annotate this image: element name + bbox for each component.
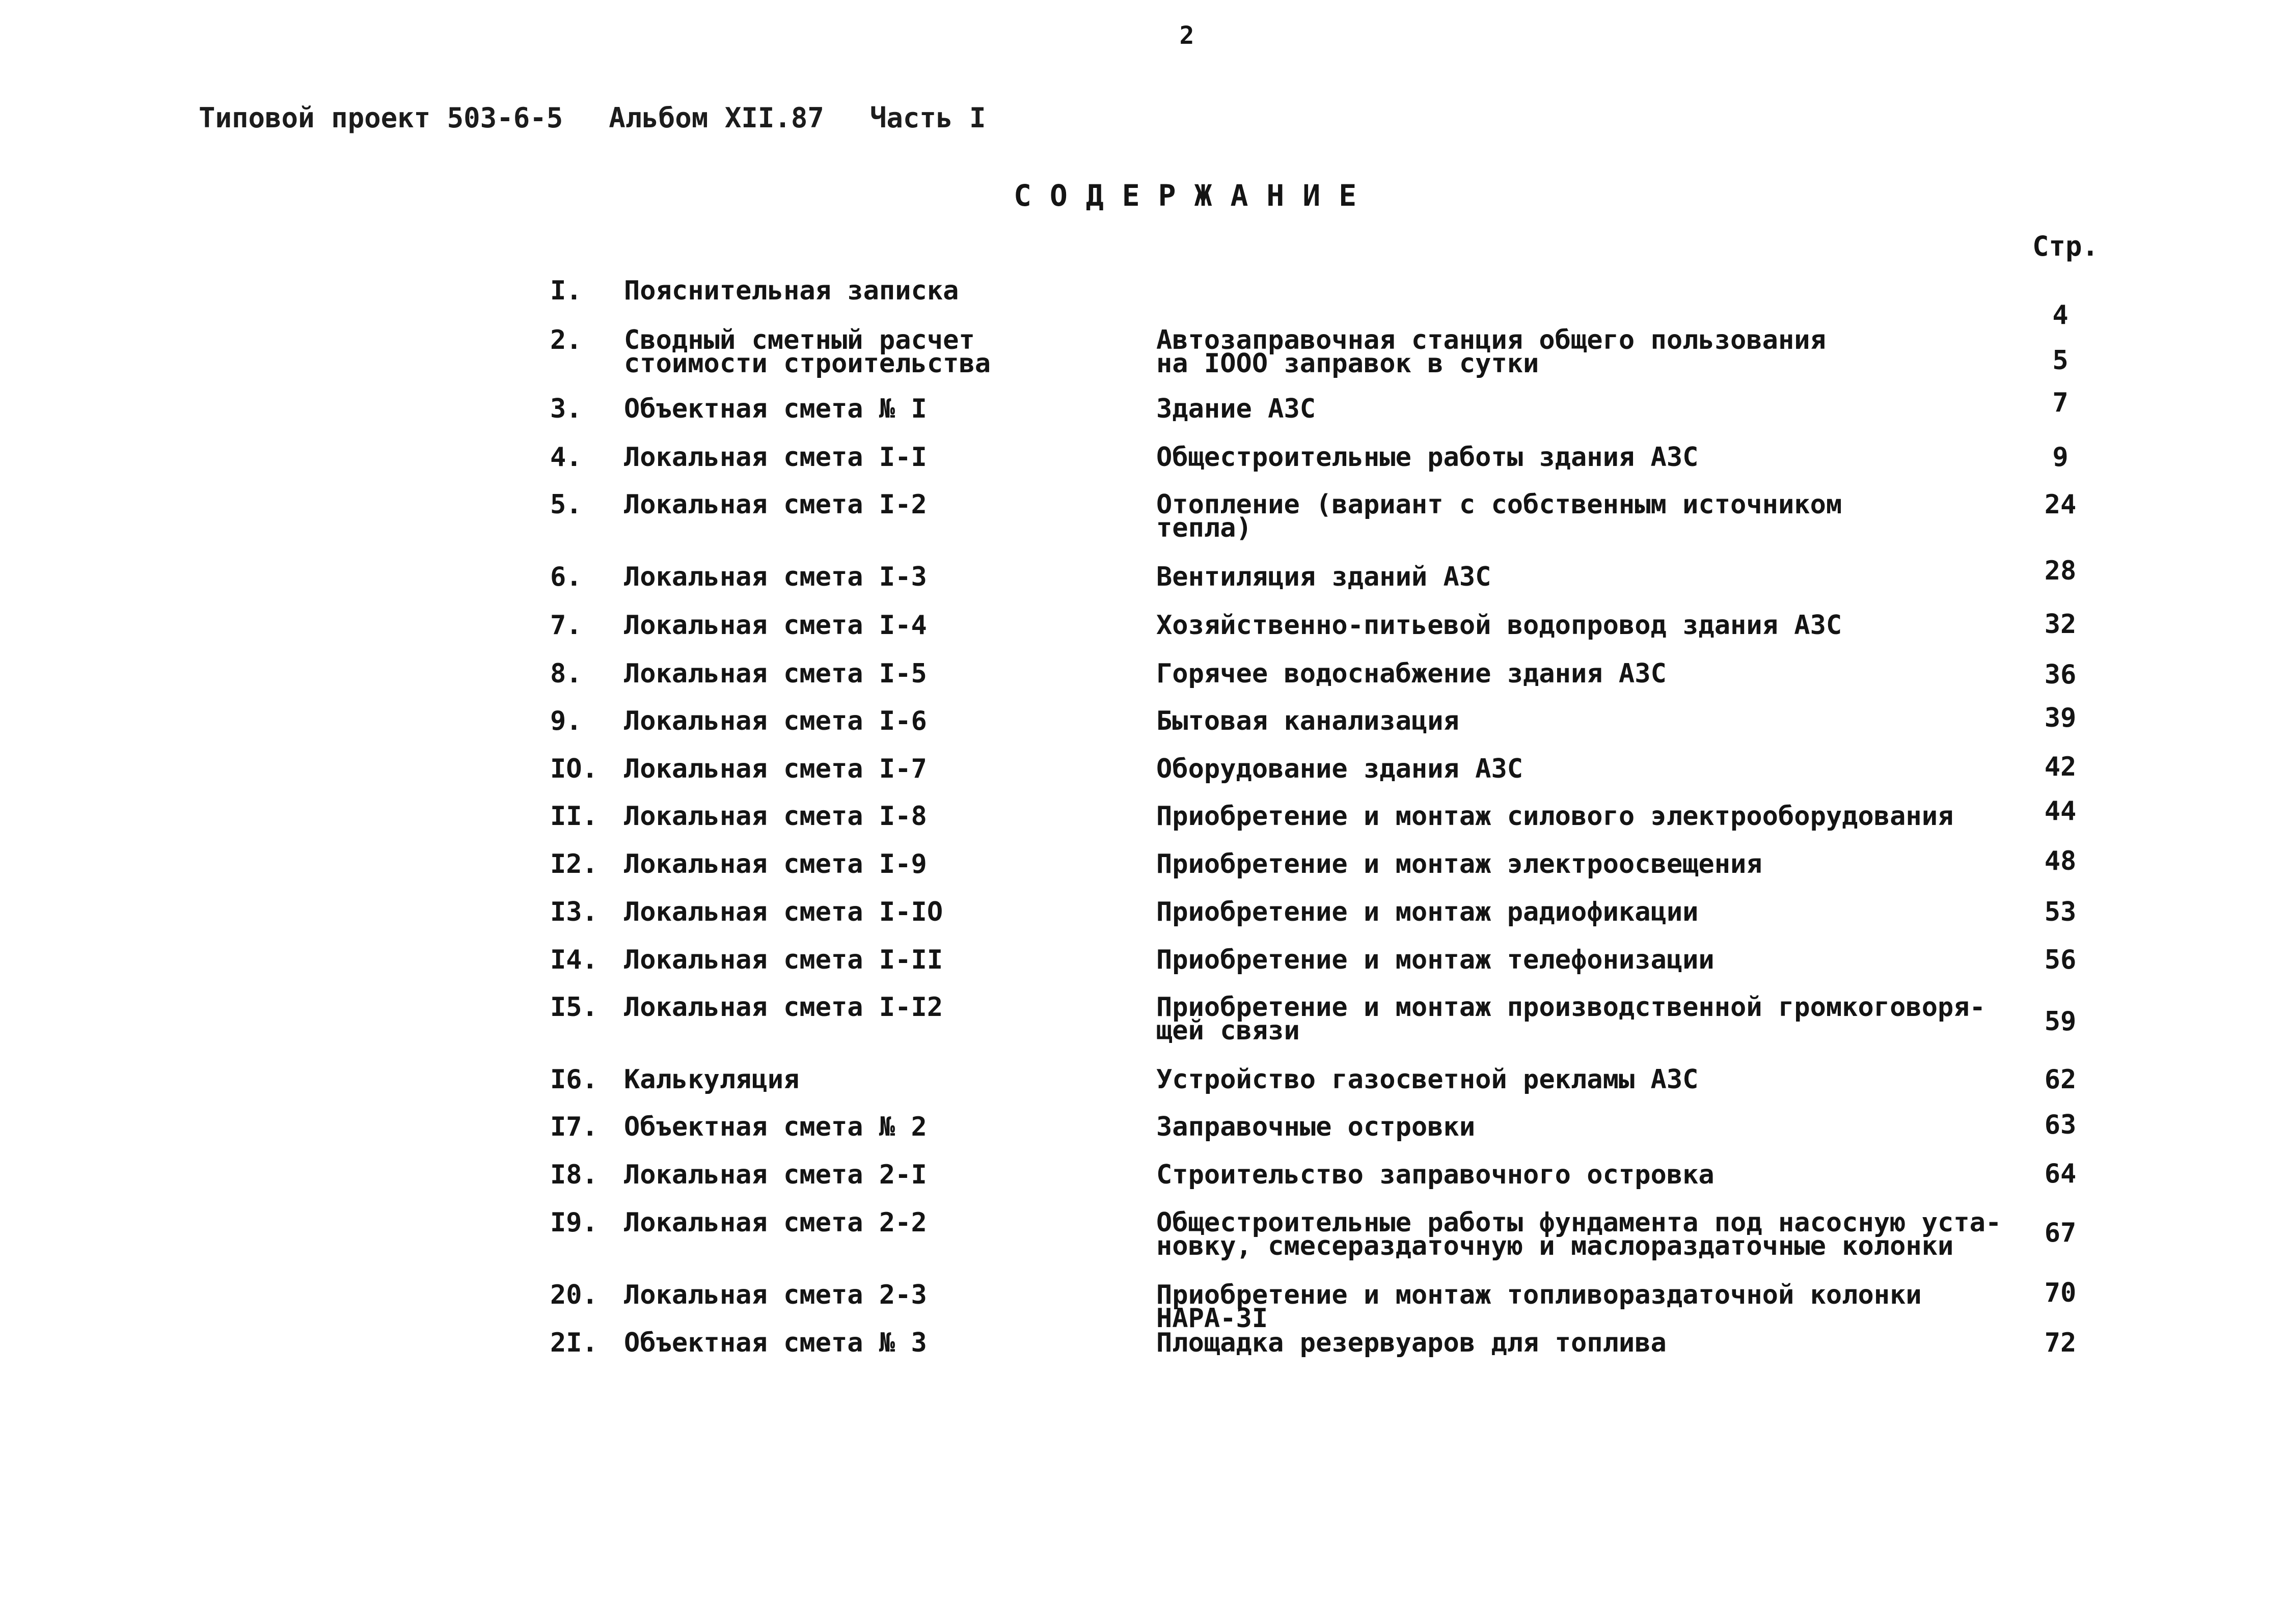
entry-description: Приобретение и монтаж силового электрооборудования	[1156, 801, 1954, 832]
entry-page: 53	[2044, 897, 2077, 927]
entry-name: Локальная смета I-9	[624, 849, 927, 879]
entry-name: Локальная смета I-4	[624, 610, 927, 641]
entry-name: Объектная смета № 2	[624, 1112, 927, 1142]
entry-description: Приобретение и монтаж производственной громкоговоря- щей связи	[1156, 992, 1985, 1046]
entry-page: 59	[2044, 1006, 2077, 1037]
entry-name: Калькуляция	[624, 1064, 800, 1095]
entry-description: Приобретение и монтаж телефонизации	[1156, 945, 1715, 975]
entry-page: 64	[2044, 1159, 2077, 1189]
entry-name: Локальная смета I-2	[624, 489, 927, 520]
entry-page: 48	[2044, 846, 2077, 876]
entry-number: I4.	[550, 945, 598, 975]
entry-page: 70	[2044, 1278, 2077, 1308]
entry-description: Строительство заправочного островка	[1156, 1160, 1715, 1190]
entry-number: 6.	[550, 562, 582, 592]
entry-page: 67	[2044, 1218, 2077, 1248]
entry-description: Устройство газосветной рекламы АЗС	[1156, 1064, 1699, 1095]
entry-name: Локальная смета I-8	[624, 801, 927, 832]
entry-description: Приобретение и монтаж радиофикации	[1156, 897, 1699, 927]
entry-name: Локальная смета I-IO	[624, 897, 943, 927]
entry-number: 3.	[550, 394, 582, 424]
entry-description: Приобретение и монтаж электроосвещения	[1156, 849, 1762, 879]
entry-page: 28	[2044, 556, 2077, 586]
entry-number: I7.	[550, 1112, 598, 1142]
entry-page: 63	[2044, 1110, 2077, 1140]
entry-description: Общестроительные работы фундамента под насосную уста- новку, смесераздаточную и маслораздаточные колонки	[1156, 1207, 2002, 1261]
entry-name: Объектная смета № 3	[624, 1328, 927, 1358]
entry-number: 20.	[550, 1280, 598, 1310]
entry-page: 36	[2044, 659, 2077, 690]
entry-name: Локальная смета I-I	[624, 442, 927, 473]
entry-name: Локальная смета I-3	[624, 562, 927, 592]
entry-page: 72	[2044, 1328, 2077, 1358]
entry-description: Приобретение и монтаж топливораздаточной колонки НАРА-3I	[1156, 1280, 1922, 1334]
entry-number: 4.	[550, 442, 582, 473]
album-code: Альбом XII.87	[609, 102, 824, 134]
entry-page: 62	[2044, 1064, 2077, 1095]
entry-number: 5.	[550, 489, 582, 520]
entry-number: I9.	[550, 1207, 598, 1238]
entry-page: 24	[2044, 489, 2077, 520]
entry-name: Локальная смета 2-2	[624, 1207, 927, 1238]
entry-number: IO.	[550, 754, 598, 784]
page-column-header: Стр.	[2032, 230, 2099, 262]
entry-number: I8.	[550, 1160, 598, 1190]
entry-page: 4	[2052, 300, 2069, 331]
entry-name: Локальная смета I-II	[624, 945, 943, 975]
entry-number: I5.	[550, 992, 598, 1023]
entry-description: Здание АЗС	[1156, 394, 1316, 424]
entry-page: 7	[2052, 388, 2069, 418]
entry-description: Бытовая канализация	[1156, 706, 1459, 736]
entry-page: 42	[2044, 752, 2077, 782]
entry-number: 9.	[550, 706, 582, 736]
entry-page: 9	[2052, 442, 2069, 473]
part-label: Часть I	[869, 102, 986, 134]
entry-number: I.	[550, 276, 582, 306]
entry-name: Локальная смета I-I2	[624, 992, 943, 1023]
entry-description: Заправочные островки	[1156, 1112, 1476, 1142]
entry-page: 39	[2044, 703, 2077, 733]
entry-description: Горячее водоснабжение здания АЗС	[1156, 658, 1667, 689]
entry-number: I3.	[550, 897, 598, 927]
entry-description: Оборудование здания АЗС	[1156, 754, 1523, 784]
entry-name: Локальная смета I-5	[624, 658, 927, 689]
page-number: 2	[1179, 21, 1194, 50]
entry-page: 32	[2044, 609, 2077, 640]
entry-page: 5	[2052, 345, 2069, 376]
entry-description: Общестроительные работы здания АЗС	[1156, 442, 1699, 473]
entry-name: Объектная смета № I	[624, 394, 927, 424]
entry-name: Локальная смета 2-I	[624, 1160, 927, 1190]
entry-description: Отопление (вариант с собственным источником тепла)	[1156, 489, 1842, 543]
entry-page: 56	[2044, 945, 2077, 975]
entry-number: I2.	[550, 849, 598, 879]
entry-description: Вентиляция зданий АЗС	[1156, 562, 1491, 592]
entry-name: Локальная смета I-6	[624, 706, 927, 736]
entry-description: Площадка резервуаров для топлива	[1156, 1328, 1667, 1358]
entry-number: 2I.	[550, 1328, 598, 1358]
page-title: СОДЕРЖАНИЕ	[1014, 178, 1375, 213]
entry-description: Хозяйственно-питьевой водопровод здания АЗС	[1156, 610, 1842, 641]
entry-number: II.	[550, 801, 598, 832]
entry-name: Локальная смета 2-3	[624, 1280, 927, 1310]
entry-name: Локальная смета I-7	[624, 754, 927, 784]
entry-number: I6.	[550, 1064, 598, 1095]
entry-number: 7.	[550, 610, 582, 641]
entry-name: Пояснительная записка	[624, 276, 959, 306]
entry-description: Автозаправочная станция общего пользования на IOOO заправок в сутки	[1156, 325, 1826, 379]
entry-page: 44	[2044, 796, 2077, 827]
entry-number: 8.	[550, 658, 582, 689]
entry-number: 2.	[550, 325, 582, 355]
entry-name: Сводный сметный расчет стоимости строительства	[624, 325, 991, 379]
project-code: Типовой проект 503-6-5	[199, 102, 563, 134]
